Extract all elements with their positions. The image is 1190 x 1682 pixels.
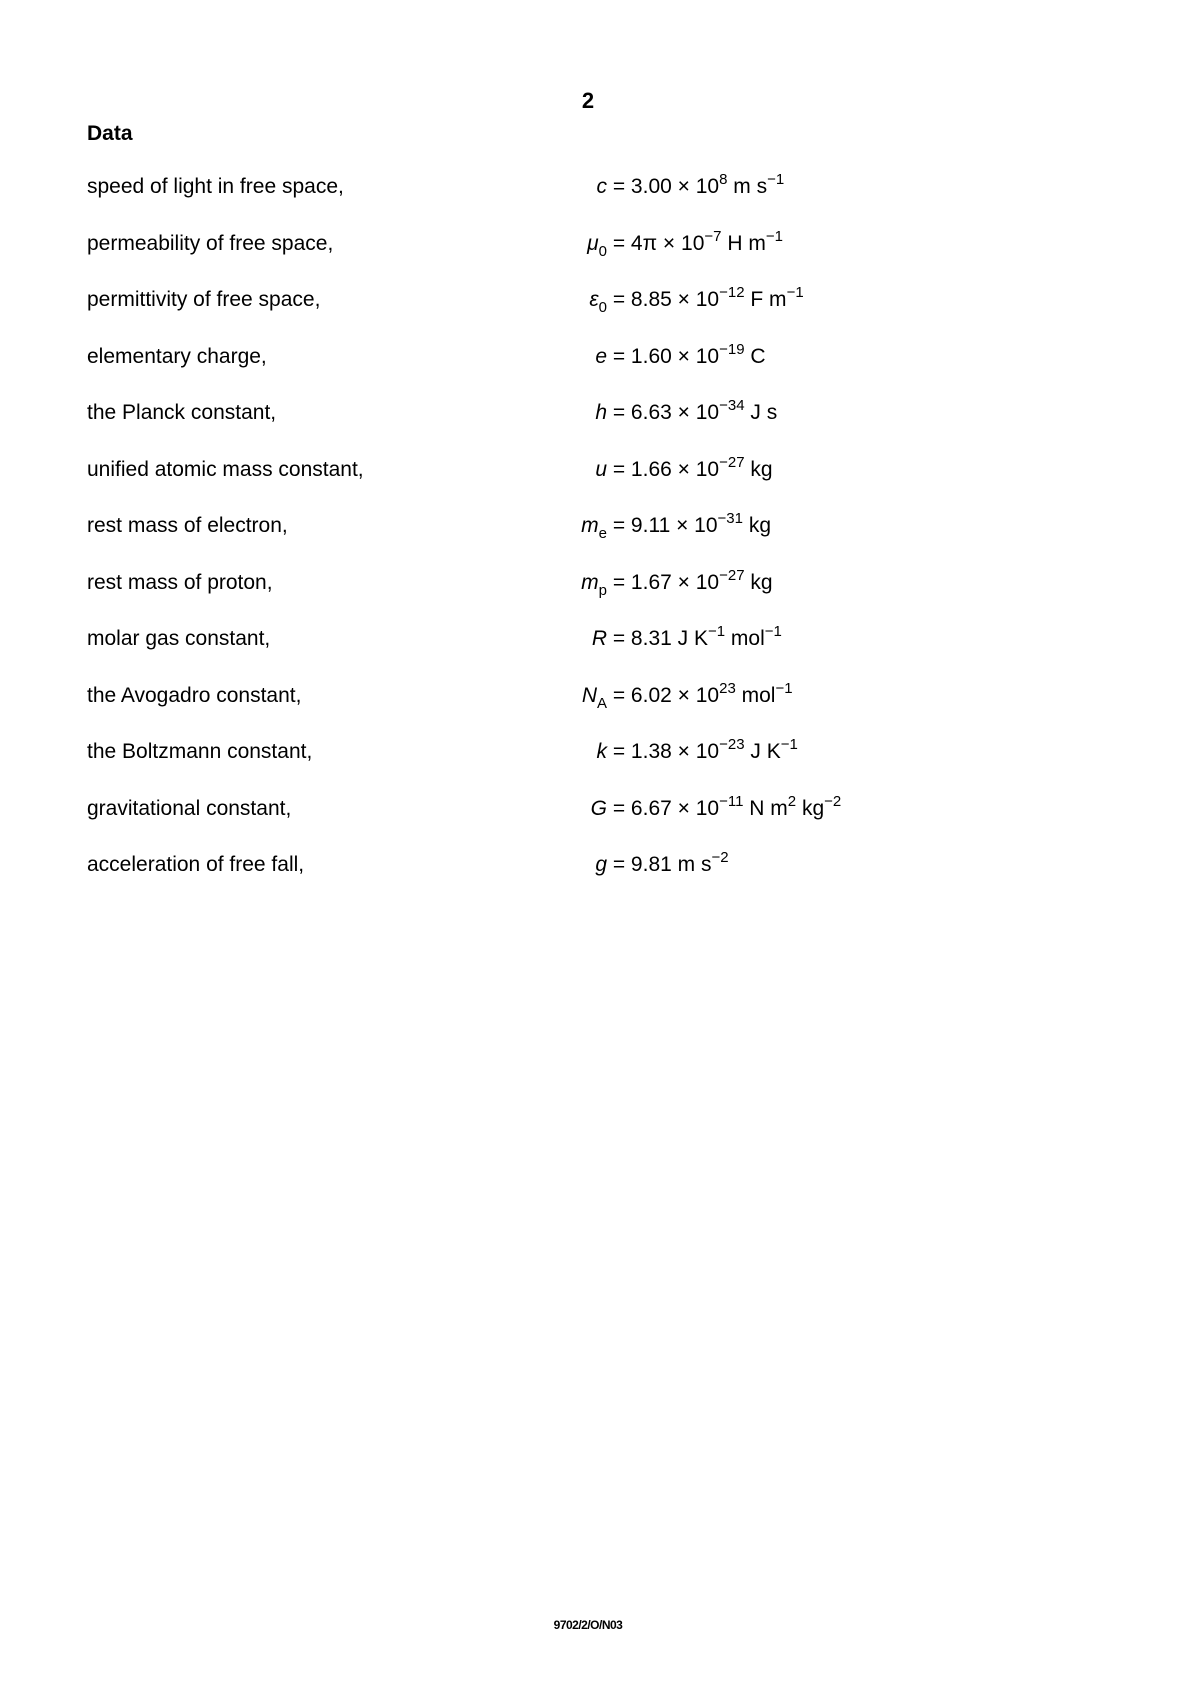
constant-row (87, 851, 947, 908)
symbol-letter: k (596, 740, 607, 763)
constant-expression: = 9.81 m $s^{-2}$ (607, 849, 729, 876)
constant-row (87, 340, 947, 400)
constant-row (87, 738, 947, 795)
constant-symbol (507, 399, 607, 427)
constant-label: the Avogadro constant, (87, 683, 302, 707)
constant-expression: = $6.02 \times 10^{23}$ mol$^{-1}$ (607, 679, 793, 707)
constant-row (87, 625, 947, 682)
constant-row (87, 679, 947, 739)
constant-row (87, 792, 947, 852)
constant-value (507, 625, 782, 653)
constant-label: elementary charge, (87, 344, 267, 368)
constant-value (507, 227, 783, 260)
symbol-letter: R (591, 627, 607, 650)
constant-symbol (507, 569, 607, 597)
section-heading: Data (87, 122, 133, 145)
footer-code: 9702/2/O/N03 (553, 1618, 623, 1632)
constant-expression: = $1.66 \times 10^{-27}$ kg (607, 453, 773, 481)
constant-row (87, 512, 947, 569)
symbol-letter: m (581, 514, 599, 537)
constant-label: acceleration of free fall, (87, 853, 305, 876)
symbol-letter: ε (589, 288, 599, 311)
symbol-letter: G (590, 796, 607, 820)
constant-symbol (507, 343, 607, 371)
constant-symbol (507, 851, 607, 879)
constant-symbol (507, 682, 607, 710)
constant-value (507, 792, 842, 823)
constant-expression: = $1.38 \times 10^{-23}$ J $K^{-1}$ (607, 736, 798, 763)
constant-label: speed of light in free space, (87, 175, 344, 198)
constant-symbol (507, 625, 607, 653)
constant-value (507, 340, 766, 371)
symbol-letter: μ (587, 231, 599, 255)
symbol-subscript: e (598, 525, 607, 542)
constant-expression: = $6.67 \times 10^{-11}$ N $m^2$ $kg^{-2}$ (607, 792, 842, 820)
constant-label: permittivity of free space, (87, 288, 321, 311)
constant-expression: = $6.63 \times 10^{-34}$ J s (607, 397, 778, 424)
constant-expression: = $3.00 \times 10^8$ m $s^{-1}$ (607, 171, 785, 198)
constant-value (507, 173, 784, 201)
constant-symbol (507, 738, 607, 766)
symbol-subscript: p (598, 581, 607, 599)
constant-value (507, 399, 777, 427)
constant-value (507, 453, 773, 484)
symbol-letter: e (595, 344, 607, 368)
symbol-letter: c (596, 175, 607, 198)
symbol-letter: u (595, 457, 607, 481)
constant-expression: = $1.60 \times 10^{-19}$ C (607, 340, 766, 368)
constant-value (507, 679, 793, 712)
constant-label: rest mass of electron, (87, 514, 288, 537)
constant-row (87, 227, 947, 287)
constant-label: unified atomic mass constant, (87, 457, 364, 481)
constant-label: permeability of free space, (87, 231, 334, 255)
symbol-subscript: A (596, 694, 607, 712)
symbol-letter: h (595, 401, 607, 424)
symbol-letter: g (595, 853, 607, 876)
constant-row (87, 173, 947, 230)
constant-value (507, 512, 771, 540)
symbol-subscript: 0 (598, 242, 607, 260)
constant-expression: = 8.31 J $K^{-1}$ mol$^{-1}$ (607, 623, 782, 650)
constant-label: molar gas constant, (87, 627, 271, 650)
constant-value (507, 286, 804, 314)
constant-symbol (507, 230, 607, 258)
constant-value (507, 851, 729, 879)
constant-expression: = $4\pi \times 10^{-7}$ H $m^{-1}$ (607, 227, 783, 255)
constant-expression: = $1.67 \times 10^{-27}$ kg (607, 566, 773, 594)
constant-row (87, 399, 947, 456)
constant-label: rest mass of proton, (87, 570, 273, 594)
constant-row (87, 453, 947, 513)
page-number: 2 (581, 88, 595, 113)
constant-symbol (507, 286, 607, 314)
constant-value (507, 566, 773, 599)
constant-row (87, 566, 947, 626)
constant-label: the Boltzmann constant, (87, 740, 313, 763)
constant-symbol (507, 173, 607, 201)
constants-list (87, 173, 947, 908)
constant-symbol (507, 795, 607, 823)
constant-row (87, 286, 947, 343)
constant-value (507, 738, 798, 766)
constant-label: the Planck constant, (87, 401, 277, 424)
symbol-letter: m (581, 570, 599, 594)
symbol-letter: N (581, 683, 597, 707)
constant-symbol (507, 456, 607, 484)
symbol-subscript: 0 (598, 299, 607, 316)
constant-expression: = $8.85 \times 10^{-12}$ F $m^{-1}$ (607, 284, 804, 311)
constant-expression: = $9.11 \times 10^{-31}$ kg (607, 510, 772, 537)
constant-symbol (507, 512, 607, 540)
constant-label: gravitational constant, (87, 796, 292, 820)
